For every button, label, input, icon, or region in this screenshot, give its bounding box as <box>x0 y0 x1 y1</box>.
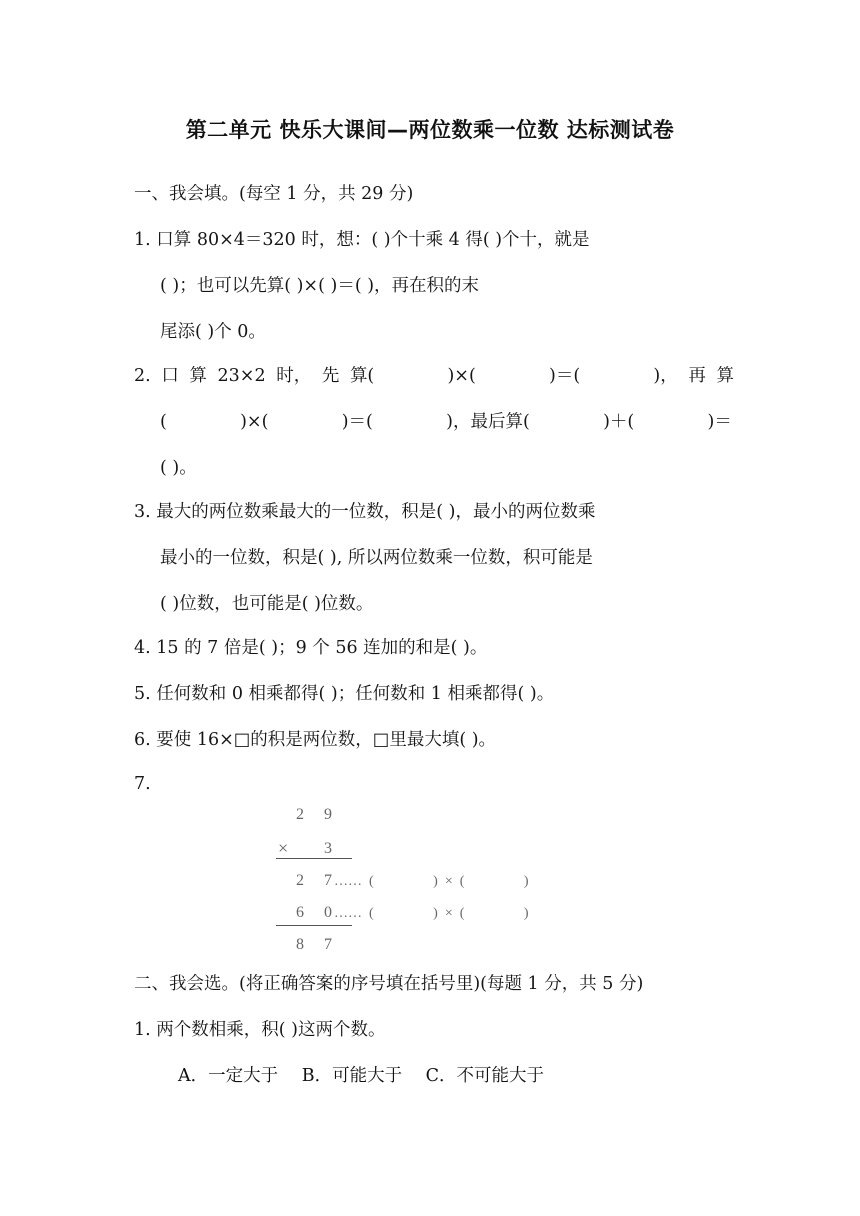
q3-line-3: ( )位数，也可能是( )位数。 <box>160 594 374 614</box>
choice-a: A．一定大于 <box>178 1066 279 1086</box>
digit: 0 <box>324 904 332 921</box>
q2-text: )＋( <box>603 412 635 432</box>
calc-rule <box>276 925 352 926</box>
q2-text: 23×2 <box>217 366 266 386</box>
q4-line: 4. 15 的 7 倍是( )；9 个 56 连加的和是( )。 <box>134 638 488 658</box>
q2-text: )＝ <box>707 412 732 432</box>
q2-text: ( <box>160 412 167 432</box>
digit: 7 <box>324 872 332 889</box>
q6-line: 6. 要使 16×□的积是两位数，□里最大填( )。 <box>134 730 497 750</box>
q2-text: 算 <box>189 366 207 386</box>
q3-line-2: 最小的一位数，积是( ), 所以两位数乘一位数，积可能是 <box>160 548 593 568</box>
choice-c: C．不可能大于 <box>425 1066 545 1086</box>
q2-line-3: ( )。 <box>160 458 197 478</box>
q2-text: )，最后算( <box>446 412 530 432</box>
step-note: …… ( ) × ( ) <box>334 874 529 889</box>
q3-line-1: 3. 最大的两位数乘最大的一位数，积是( )，最小的两位数乘 <box>134 502 596 522</box>
multiply-sign: × <box>278 838 289 858</box>
section-2-heading: 二、我会选。(将正确答案的序号填在括号里)(每题 1 分，共 5 分) <box>134 974 644 994</box>
choice-b: B．可能大于 <box>301 1066 403 1086</box>
q5-line: 5. 任何数和 0 相乘都得( )；任何数和 1 相乘都得( )。 <box>134 684 555 704</box>
q1-line-3: 尾添( )个 0。 <box>160 322 266 342</box>
q2-text: 口 <box>161 366 179 386</box>
q2-text: 算( <box>349 366 375 386</box>
q7-label: 7. <box>134 774 151 794</box>
q2-text: )＝( <box>341 412 373 432</box>
page-title: 第二单元 快乐大课间—两位数乘一位数 达标测试卷 <box>185 118 675 142</box>
q2-line-2 <box>160 410 732 434</box>
q2-text: 算 <box>716 366 734 386</box>
q2-text: )×( <box>240 412 269 432</box>
s2-q1-choices <box>178 1062 562 1087</box>
q2-text: )， <box>653 366 678 386</box>
s2-q1-line: 1. 两个数相乘，积( )这两个数。 <box>134 1020 386 1040</box>
digit: 3 <box>324 840 332 857</box>
digit: 2 <box>296 872 304 889</box>
q2-line-1 <box>134 364 734 388</box>
q2-text: )＝( <box>549 366 581 386</box>
digit: 2 <box>296 806 304 823</box>
section-1-heading: 一、我会填。(每空 1 分，共 29 分) <box>134 184 414 204</box>
digit: 8 <box>296 936 304 953</box>
q2-text: 2. <box>134 366 151 386</box>
q2-text: 先 <box>321 366 340 386</box>
digit: 9 <box>324 806 332 823</box>
q1-line-2: ( )；也可以先算( )×( )＝( )，再在积的末 <box>160 276 480 296</box>
q2-text: 时， <box>276 366 312 386</box>
q2-text: )×( <box>447 366 476 386</box>
digit: 6 <box>296 904 304 921</box>
digit: 7 <box>324 936 332 953</box>
step-note: …… ( ) × ( ) <box>334 906 529 921</box>
calc-rule <box>276 858 352 859</box>
q1-line-1: 1. 口算 80×4＝320 时，想：( )个十乘 4 得( )个十，就是 <box>134 230 590 250</box>
q2-text: 再 <box>688 366 706 386</box>
